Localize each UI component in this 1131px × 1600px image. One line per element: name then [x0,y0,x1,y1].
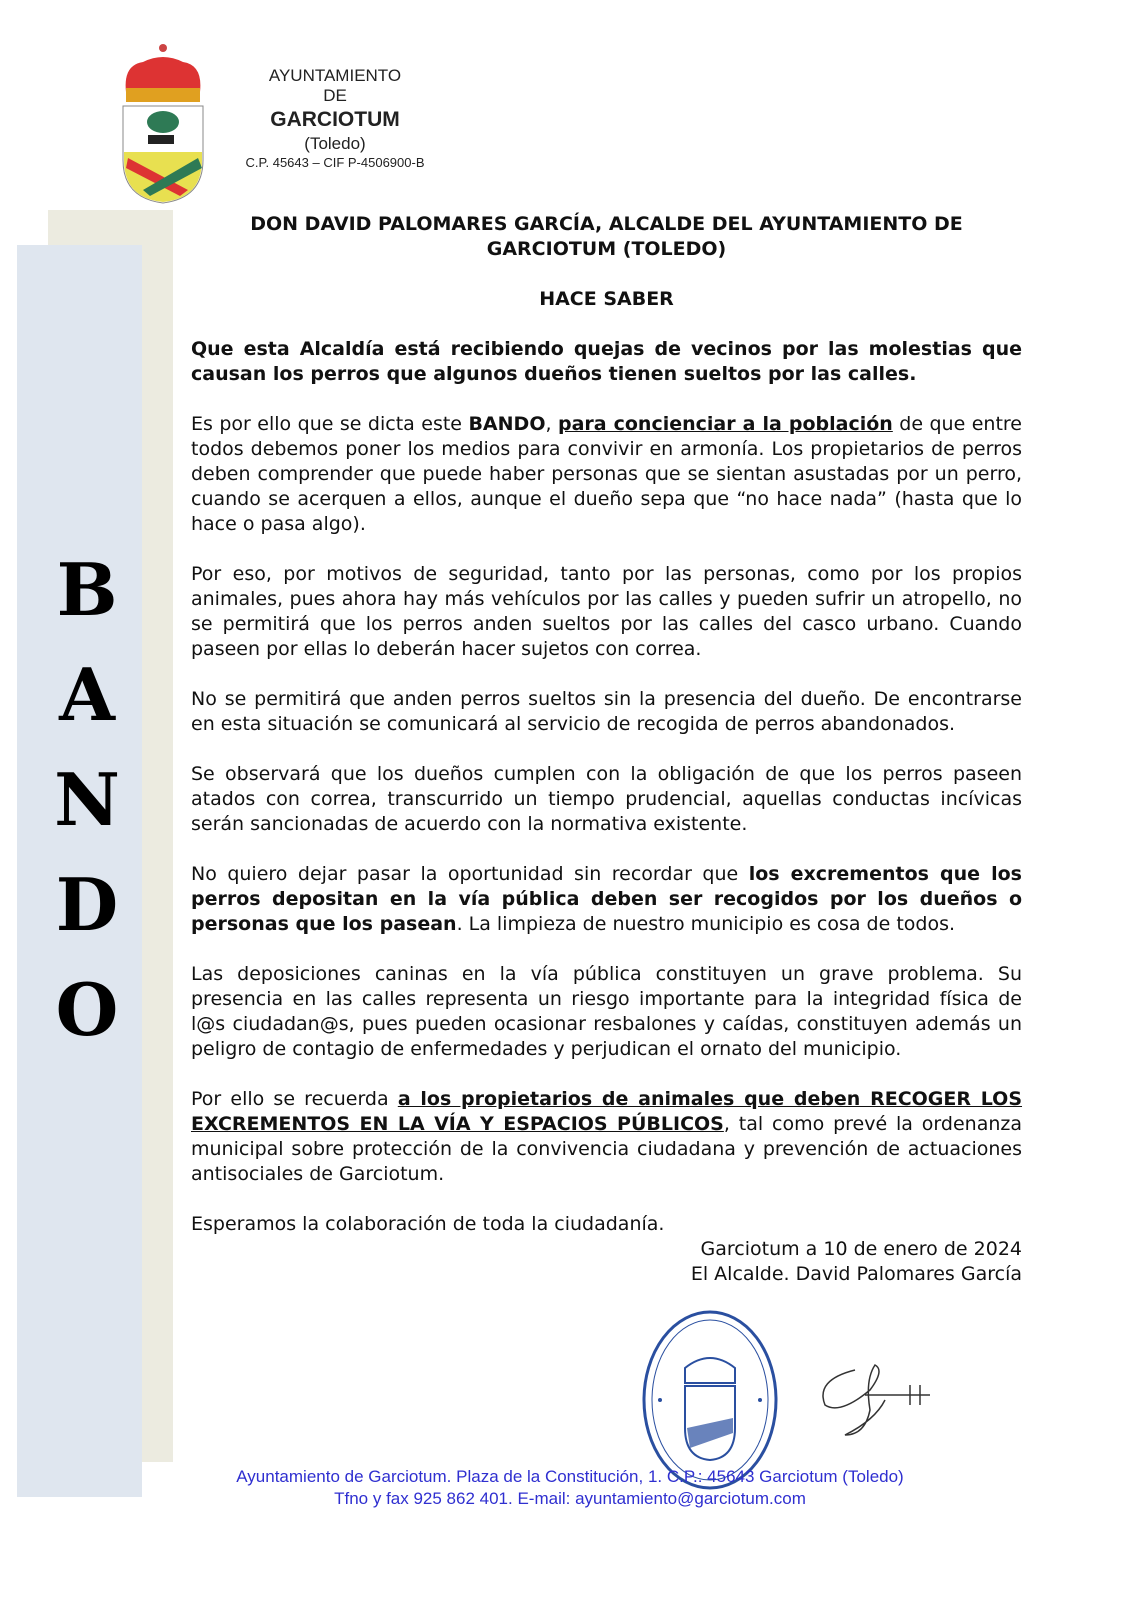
bold-text: los excrementos que los perros depositan en la vía pública deben ser recogidos por los dueños o personas que los pasean [191,863,1022,935]
text: . La limpieza de nuestro municipio es cosa de todos. [456,913,956,935]
paragraph [191,412,1022,537]
paragraph [191,862,1022,937]
footer-address: Ayuntamiento de Garciotum. Plaza de la Constitución, 1. C.P.: 45643 Garciotum (Toledo) [236,1467,904,1486]
paragraph: Esperamos la colaboración de toda la ciudadanía. [191,1213,665,1235]
title-line: DON DAVID PALOMARES GARCÍA, ALCALDE DEL AYUNTAMIENTO DE [250,213,963,235]
side-letter: B [56,547,118,632]
paragraph: Por eso, por motivos de seguridad, tanto por las personas, como por los propios animales, pues ahora hay más vehículos por las calles y pueden sufrir un atropello, no se permitirá que los perros anden sueltos por las calles del casco urbano. Cuando paseen por ellas lo deberán hacer sujetos con correa. [191,563,1022,660]
org-line: AYUNTAMIENTO [268,66,402,85]
paragraph: No se permitirá que anden perros sueltos sin la presencia del dueño. De encontrarse en esta situación se comunicará al servicio de recogida de perros abandonados. [191,688,1022,735]
text: No quiero dejar pasar la oportunidad sin recordar que [191,863,749,885]
text: Es por ello que se dicta este [191,413,469,435]
org-cp-cif: C.P. 45643 – CIF P-4506900-B [245,155,425,170]
text: , [545,413,558,435]
side-title-bando [17,545,157,1070]
coat-of-arms-logo [118,40,208,205]
document-body [191,212,1022,1287]
title-line: GARCIOTUM (TOLEDO) [486,238,727,260]
footer-contact: Tfno y fax 925 862 401. E-mail: ayuntamiento@garciotum.com [334,1489,806,1508]
text: , tal como prevé la ordenanza municipal sobre protección de la convivencia ciudadana y prevención de actuaciones antisociales de Garciotum. [191,1113,1022,1185]
paragraph [191,1087,1022,1187]
side-letter: N [54,757,120,842]
bold-underlined-text: a los propietarios de animales que deben RECOGER LOS EXCREMENTOS EN LA VÍA Y ESPACIOS PÚBLICOS [191,1088,1023,1135]
footer [150,1466,990,1510]
side-letter: A [59,652,115,737]
side-letter: D [55,862,119,947]
document-title [191,212,1022,262]
paragraph: Se observará que los dueños cumplen con la obligación de que los perros paseen atados con correa, transcurrido un tiempo prudencial, aquellas conductas incívicas serán sancionadas de acuerdo con la normativa existente. [191,763,1022,835]
handwritten-signature [815,1360,935,1440]
org-province: (Toledo) [304,134,366,153]
organization-header [225,66,445,172]
bold-underlined-text: para concienciar a la población [557,413,893,435]
signer-name: El Alcalde. David Palomares García [690,1263,1022,1285]
hace-saber-heading: HACE SABER [539,288,674,310]
text: de que entre todos debemos poner los medios para convivir en armonía. Los propietarios de perros deben comprender que puede haber personas que se sientan asustadas por un perro, cuando se acerquen a ellos, aunque el dueño sepa que “no hace nada” (hasta que lo hace o pasa algo). [191,413,1022,535]
place-date: Garciotum a 10 de enero de 2024 [700,1238,1022,1260]
org-name: GARCIOTUM [270,108,400,131]
bold-text: BANDO [468,413,546,435]
text: Por ello se recuerda [191,1088,398,1110]
paragraph: Las deposiciones caninas en la vía pública constituyen un grave problema. Su presencia en las calles representa un riesgo importante para la integridad física de l@s ciudadan@s, pues pueden ocasionar resbalones y caídas, constituyen además un peligro de contagio de enfermedades y perjudican el ornato del municipio. [191,963,1022,1060]
paragraph: Que esta Alcaldía está recibiendo quejas de vecinos por las molestias que causan los perros que algunos dueños tienen sueltos por las calles. [191,338,1022,385]
side-letter: O [55,967,119,1052]
org-line: DE [323,86,347,105]
